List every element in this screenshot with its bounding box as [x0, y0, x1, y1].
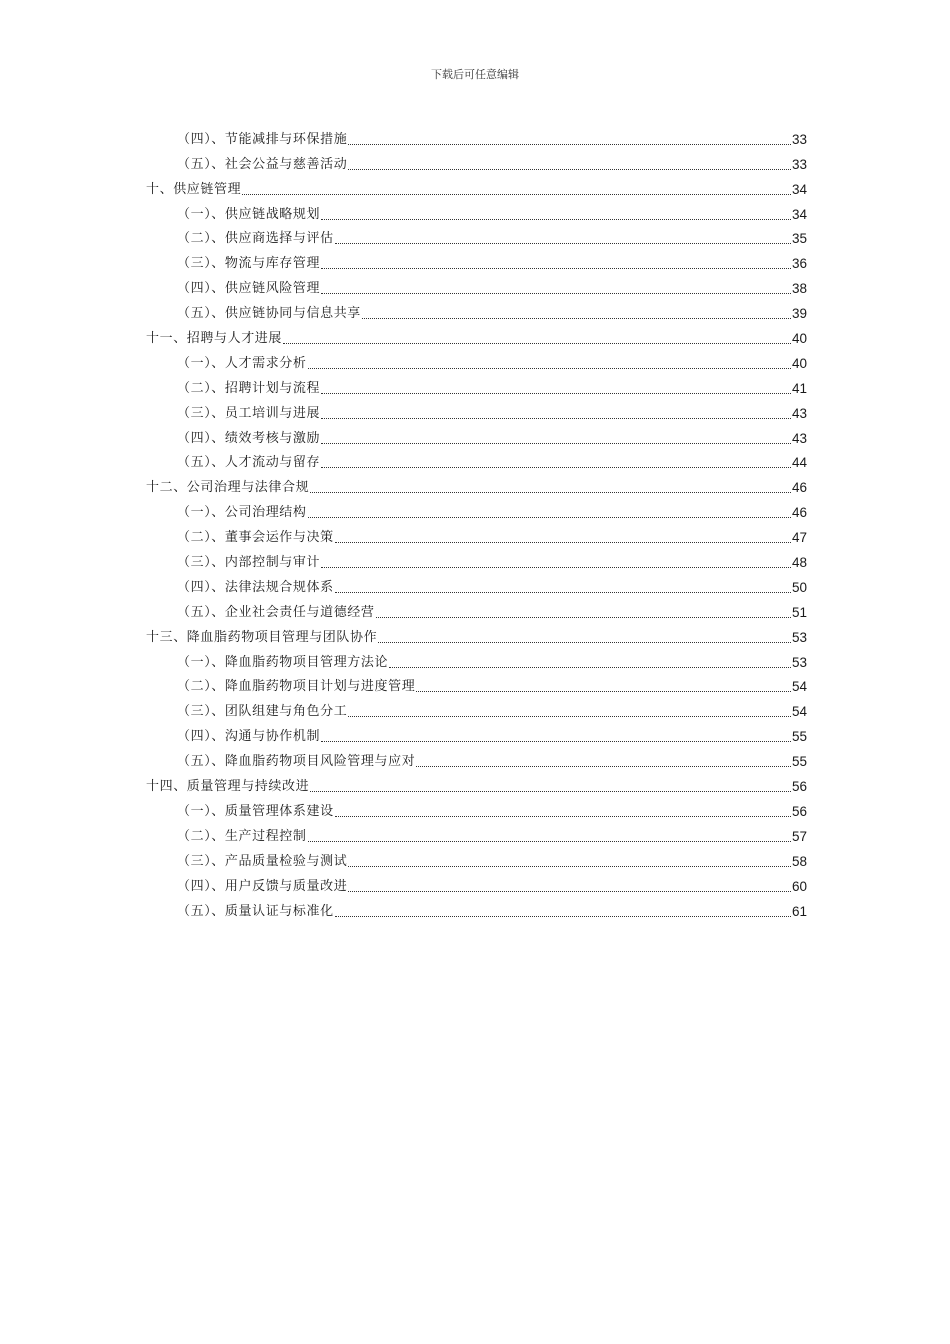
- toc-section-entry[interactable]: [146, 350, 807, 375]
- dot-leader: [335, 916, 791, 917]
- toc-page-number: 39: [791, 306, 807, 322]
- toc-chapter-entry[interactable]: [146, 624, 807, 649]
- toc-chapter-entry[interactable]: [146, 176, 807, 201]
- toc-page-number: 58: [791, 853, 807, 869]
- dot-leader: [348, 169, 791, 170]
- toc-entry-label: （五）、社会公益与慈善活动: [177, 156, 348, 172]
- toc-entry-label: （二）、供应商选择与评估: [177, 231, 334, 247]
- table-of-contents: [146, 126, 807, 923]
- dot-leader: [310, 791, 791, 792]
- toc-entry-label: 十二、公司治理与法律合规: [146, 480, 310, 496]
- dot-leader: [310, 492, 791, 493]
- toc-entry-label: （三）、员工培训与进展: [177, 405, 321, 421]
- toc-page-number: 36: [791, 256, 807, 272]
- toc-section-entry[interactable]: [146, 250, 807, 275]
- toc-section-entry[interactable]: [146, 723, 807, 748]
- toc-section-entry[interactable]: [146, 649, 807, 674]
- toc-entry-label: （一）、降血脂药物项目管理方法论: [177, 654, 389, 670]
- toc-entry-label: （四）、供应链风险管理: [177, 281, 321, 297]
- toc-entry-label: （一）、人才需求分析: [177, 355, 307, 371]
- dot-leader: [362, 318, 791, 319]
- toc-entry-label: 十四、质量管理与持续改进: [146, 779, 310, 795]
- dot-leader: [335, 592, 791, 593]
- toc-page-number: 61: [791, 903, 807, 919]
- toc-section-entry[interactable]: [146, 275, 807, 300]
- dot-leader: [308, 841, 791, 842]
- dot-leader: [321, 219, 791, 220]
- dot-leader: [321, 467, 791, 468]
- toc-section-entry[interactable]: [146, 524, 807, 549]
- toc-page-number: 46: [791, 505, 807, 521]
- toc-section-entry[interactable]: [146, 499, 807, 524]
- toc-section-entry[interactable]: [146, 798, 807, 823]
- toc-page-number: 33: [791, 131, 807, 147]
- toc-entry-label: （一）、供应链战略规划: [177, 206, 321, 222]
- toc-page-number: 53: [791, 654, 807, 670]
- toc-entry-label: （一）、质量管理体系建设: [177, 803, 334, 819]
- toc-entry-label: （二）、招聘计划与流程: [177, 380, 321, 396]
- toc-entry-label: （一）、公司治理结构: [177, 505, 307, 521]
- toc-entry-label: （五）、质量认证与标准化: [177, 903, 334, 919]
- toc-page-number: 54: [791, 704, 807, 720]
- toc-entry-label: （四）、节能减排与环保措施: [177, 131, 348, 147]
- toc-section-entry[interactable]: [146, 450, 807, 475]
- dot-leader: [416, 766, 791, 767]
- toc-entry-label: （二）、生产过程控制: [177, 828, 307, 844]
- dot-leader: [376, 617, 791, 618]
- toc-section-entry[interactable]: [146, 898, 807, 923]
- toc-section-entry[interactable]: [146, 126, 807, 151]
- toc-entry-label: （四）、沟通与协作机制: [177, 729, 321, 745]
- toc-page-number: 54: [791, 679, 807, 695]
- toc-section-entry[interactable]: [146, 425, 807, 450]
- toc-section-entry[interactable]: [146, 226, 807, 251]
- toc-entry-label: 十、供应链管理: [146, 181, 242, 197]
- toc-section-entry[interactable]: [146, 698, 807, 723]
- toc-entry-label: （三）、产品质量检验与测试: [177, 853, 348, 869]
- toc-entry-label: （三）、内部控制与审计: [177, 555, 321, 571]
- dot-leader: [321, 741, 791, 742]
- toc-entry-label: （四）、用户反馈与质量改进: [177, 878, 348, 894]
- dot-leader: [335, 816, 791, 817]
- dot-leader: [283, 343, 791, 344]
- dot-leader: [308, 368, 791, 369]
- toc-page-number: 40: [791, 355, 807, 371]
- dot-leader: [308, 517, 791, 518]
- page-header: 下载后可任意编辑: [431, 68, 519, 81]
- dot-leader: [416, 691, 791, 692]
- toc-entry-label: （五）、降血脂药物项目风险管理与应对: [177, 754, 416, 770]
- toc-page-number: 57: [791, 828, 807, 844]
- toc-page-number: 47: [791, 530, 807, 546]
- toc-chapter-entry[interactable]: [146, 325, 807, 350]
- toc-page-number: 56: [791, 803, 807, 819]
- toc-section-entry[interactable]: [146, 674, 807, 699]
- toc-section-entry[interactable]: [146, 848, 807, 873]
- dot-leader: [335, 243, 791, 244]
- toc-page-number: 33: [791, 156, 807, 172]
- dot-leader: [321, 293, 791, 294]
- toc-section-entry[interactable]: [146, 151, 807, 176]
- dot-leader: [389, 667, 791, 668]
- toc-page-number: 48: [791, 555, 807, 571]
- toc-page-number: 50: [791, 579, 807, 595]
- toc-section-entry[interactable]: [146, 201, 807, 226]
- toc-entry-label: （五）、供应链协同与信息共享: [177, 306, 361, 322]
- toc-page-number: 56: [791, 779, 807, 795]
- toc-page-number: 60: [791, 878, 807, 894]
- toc-entry-label: （四）、法律法规合规体系: [177, 579, 334, 595]
- toc-page-number: 55: [791, 754, 807, 770]
- toc-entry-label: 十三、降血脂药物项目管理与团队协作: [146, 629, 378, 645]
- toc-section-entry[interactable]: [146, 873, 807, 898]
- toc-section-entry[interactable]: [146, 375, 807, 400]
- dot-leader: [321, 393, 791, 394]
- toc-page-number: 34: [791, 206, 807, 222]
- dot-leader: [348, 891, 791, 892]
- dot-leader: [321, 268, 791, 269]
- toc-page-number: 53: [791, 629, 807, 645]
- toc-page-number: 38: [791, 281, 807, 297]
- toc-page-number: 43: [791, 405, 807, 421]
- dot-leader: [378, 642, 791, 643]
- toc-section-entry[interactable]: [146, 823, 807, 848]
- toc-entry-label: （二）、董事会运作与决策: [177, 530, 334, 546]
- toc-page-number: 41: [791, 380, 807, 396]
- toc-chapter-entry[interactable]: [146, 773, 807, 798]
- toc-page-number: 34: [791, 181, 807, 197]
- toc-entry-label: 十一、招聘与人才进展: [146, 331, 283, 347]
- dot-leader: [348, 144, 791, 145]
- toc-entry-label: （五）、人才流动与留存: [177, 455, 321, 471]
- dot-leader: [348, 866, 791, 867]
- toc-page-number: 44: [791, 455, 807, 471]
- toc-page-number: 35: [791, 231, 807, 247]
- toc-section-entry[interactable]: [146, 549, 807, 574]
- dot-leader: [321, 567, 791, 568]
- toc-section-entry[interactable]: [146, 300, 807, 325]
- toc-section-entry[interactable]: [146, 574, 807, 599]
- toc-section-entry[interactable]: [146, 400, 807, 425]
- toc-page-number: 46: [791, 480, 807, 496]
- toc-page-number: 55: [791, 729, 807, 745]
- toc-entry-label: （三）、物流与库存管理: [177, 256, 321, 272]
- dot-leader: [321, 443, 791, 444]
- toc-entry-label: （四）、绩效考核与激励: [177, 430, 321, 446]
- toc-page-number: 51: [791, 604, 807, 620]
- toc-page-number: 43: [791, 430, 807, 446]
- toc-section-entry[interactable]: [146, 748, 807, 773]
- toc-chapter-entry[interactable]: [146, 474, 807, 499]
- dot-leader: [242, 194, 791, 195]
- toc-section-entry[interactable]: [146, 599, 807, 624]
- toc-entry-label: （五）、企业社会责任与道德经营: [177, 604, 375, 620]
- dot-leader: [321, 418, 791, 419]
- toc-page-number: 40: [791, 331, 807, 347]
- toc-entry-label: （三）、团队组建与角色分工: [177, 704, 348, 720]
- dot-leader: [335, 542, 791, 543]
- dot-leader: [348, 716, 791, 717]
- toc-entry-label: （二）、降血脂药物项目计划与进度管理: [177, 679, 416, 695]
